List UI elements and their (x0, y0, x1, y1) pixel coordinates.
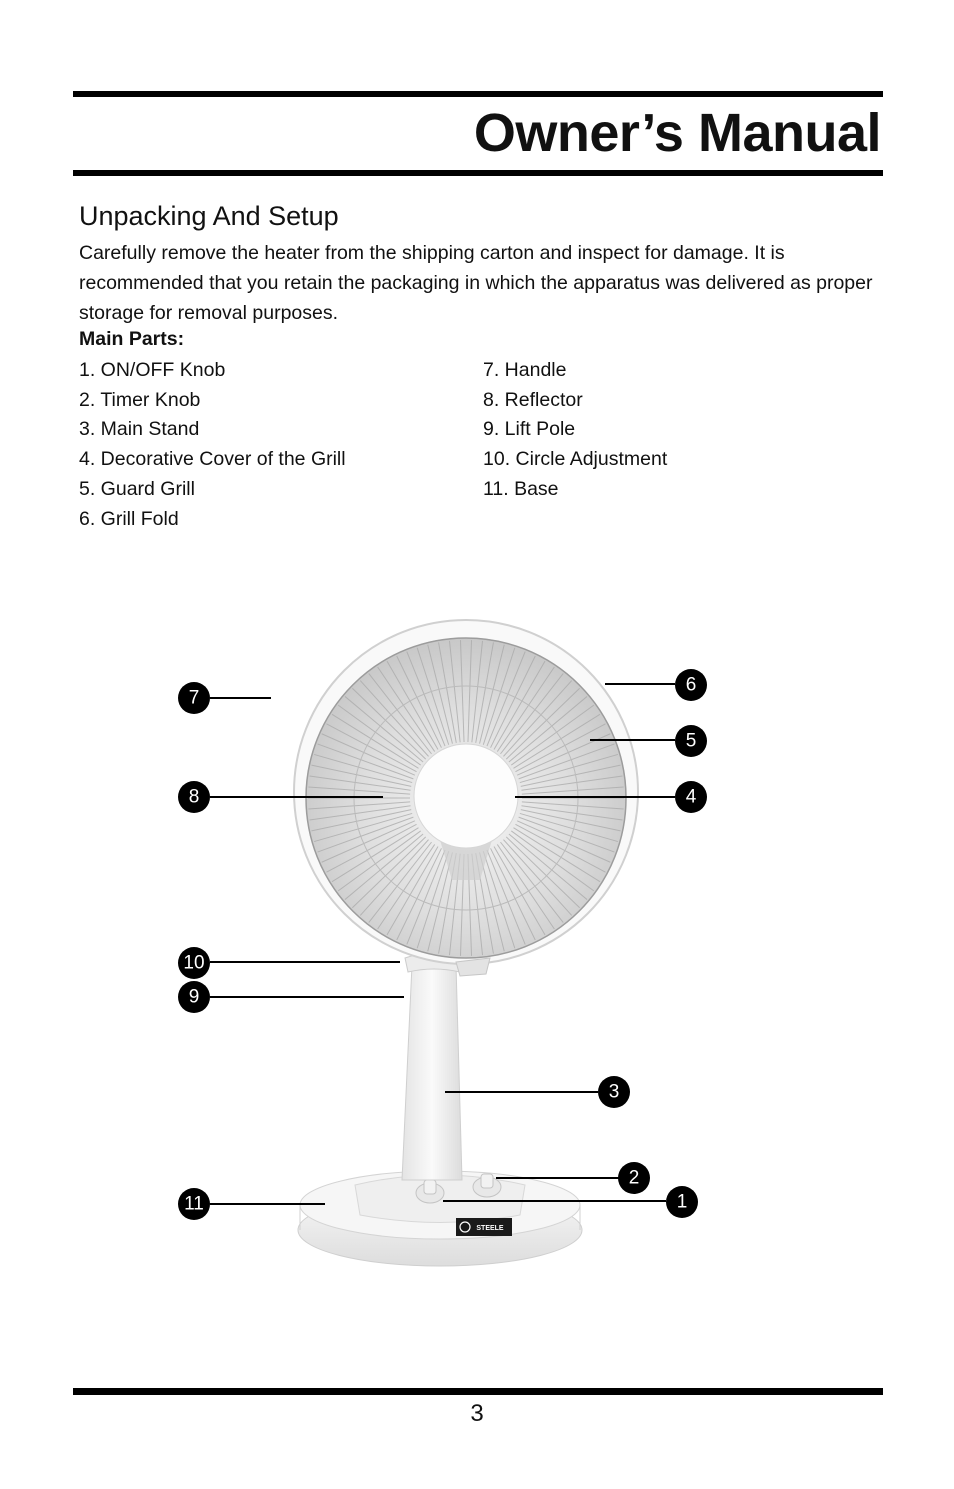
list-item: 7. Handle (483, 359, 567, 381)
header-rule-bottom (73, 170, 883, 176)
callout-8 (178, 781, 210, 813)
list-item: 10. Circle Adjustment (483, 448, 668, 471)
page-title: Owner’s Manual (473, 103, 881, 163)
main-stand (402, 953, 462, 1180)
svg-text:8: 8 (188, 786, 200, 808)
list-item: 1. ON/OFF Knob (79, 359, 226, 381)
callout-2 (618, 1162, 650, 1194)
callout-5 (675, 725, 707, 757)
svg-text:7: 7 (188, 687, 200, 709)
brand-badge (456, 1218, 512, 1236)
svg-text:9: 9 (188, 986, 200, 1008)
main-parts-heading: Main Parts: (79, 328, 185, 350)
list-item: 6. Grill Fold (79, 507, 179, 530)
page-number: 3 (470, 1400, 484, 1427)
base (298, 1171, 582, 1266)
list-item: 8. Reflector (483, 388, 583, 411)
callout-4 (675, 781, 707, 813)
parts-list-left (79, 356, 346, 534)
list-item: 4. Decorative Cover of the Grill (79, 448, 346, 471)
svg-text:5: 5 (685, 730, 697, 752)
callout-7 (178, 682, 210, 714)
svg-text:4: 4 (685, 786, 697, 808)
list-item: 2. Timer Knob (79, 388, 201, 411)
decorative-cover (414, 744, 518, 848)
intro-paragraph: Carefully remove the heater from the shipping carton and inspect for damage. It is recommended that you retain the packaging in which the apparatus was delivered as proper storage for removal purposes. (79, 242, 873, 324)
list-item: 5. Guard Grill (79, 477, 195, 500)
svg-text:11: 11 (184, 1193, 204, 1215)
section-heading: Unpacking And Setup (79, 201, 339, 231)
callout-3 (598, 1076, 630, 1108)
svg-text:10: 10 (183, 952, 205, 974)
svg-text:3: 3 (608, 1081, 620, 1103)
svg-text:2: 2 (628, 1167, 640, 1189)
list-item: 11. Base (483, 477, 559, 500)
callout-10 (178, 947, 210, 979)
footer-rule (73, 1388, 883, 1395)
heater-diagram (0, 580, 954, 1280)
callout-6 (675, 669, 707, 701)
brand-logo-text: STEELE (476, 1225, 504, 1232)
callout-11 (178, 1188, 210, 1220)
header-rule-top (73, 91, 883, 97)
svg-text:6: 6 (685, 674, 697, 696)
parts-list-right (483, 356, 667, 505)
list-item: 3. Main Stand (79, 418, 200, 441)
callout-1 (666, 1186, 698, 1218)
callout-9 (178, 981, 210, 1013)
list-item: 9. Lift Pole (483, 418, 576, 441)
svg-text:1: 1 (676, 1191, 688, 1213)
